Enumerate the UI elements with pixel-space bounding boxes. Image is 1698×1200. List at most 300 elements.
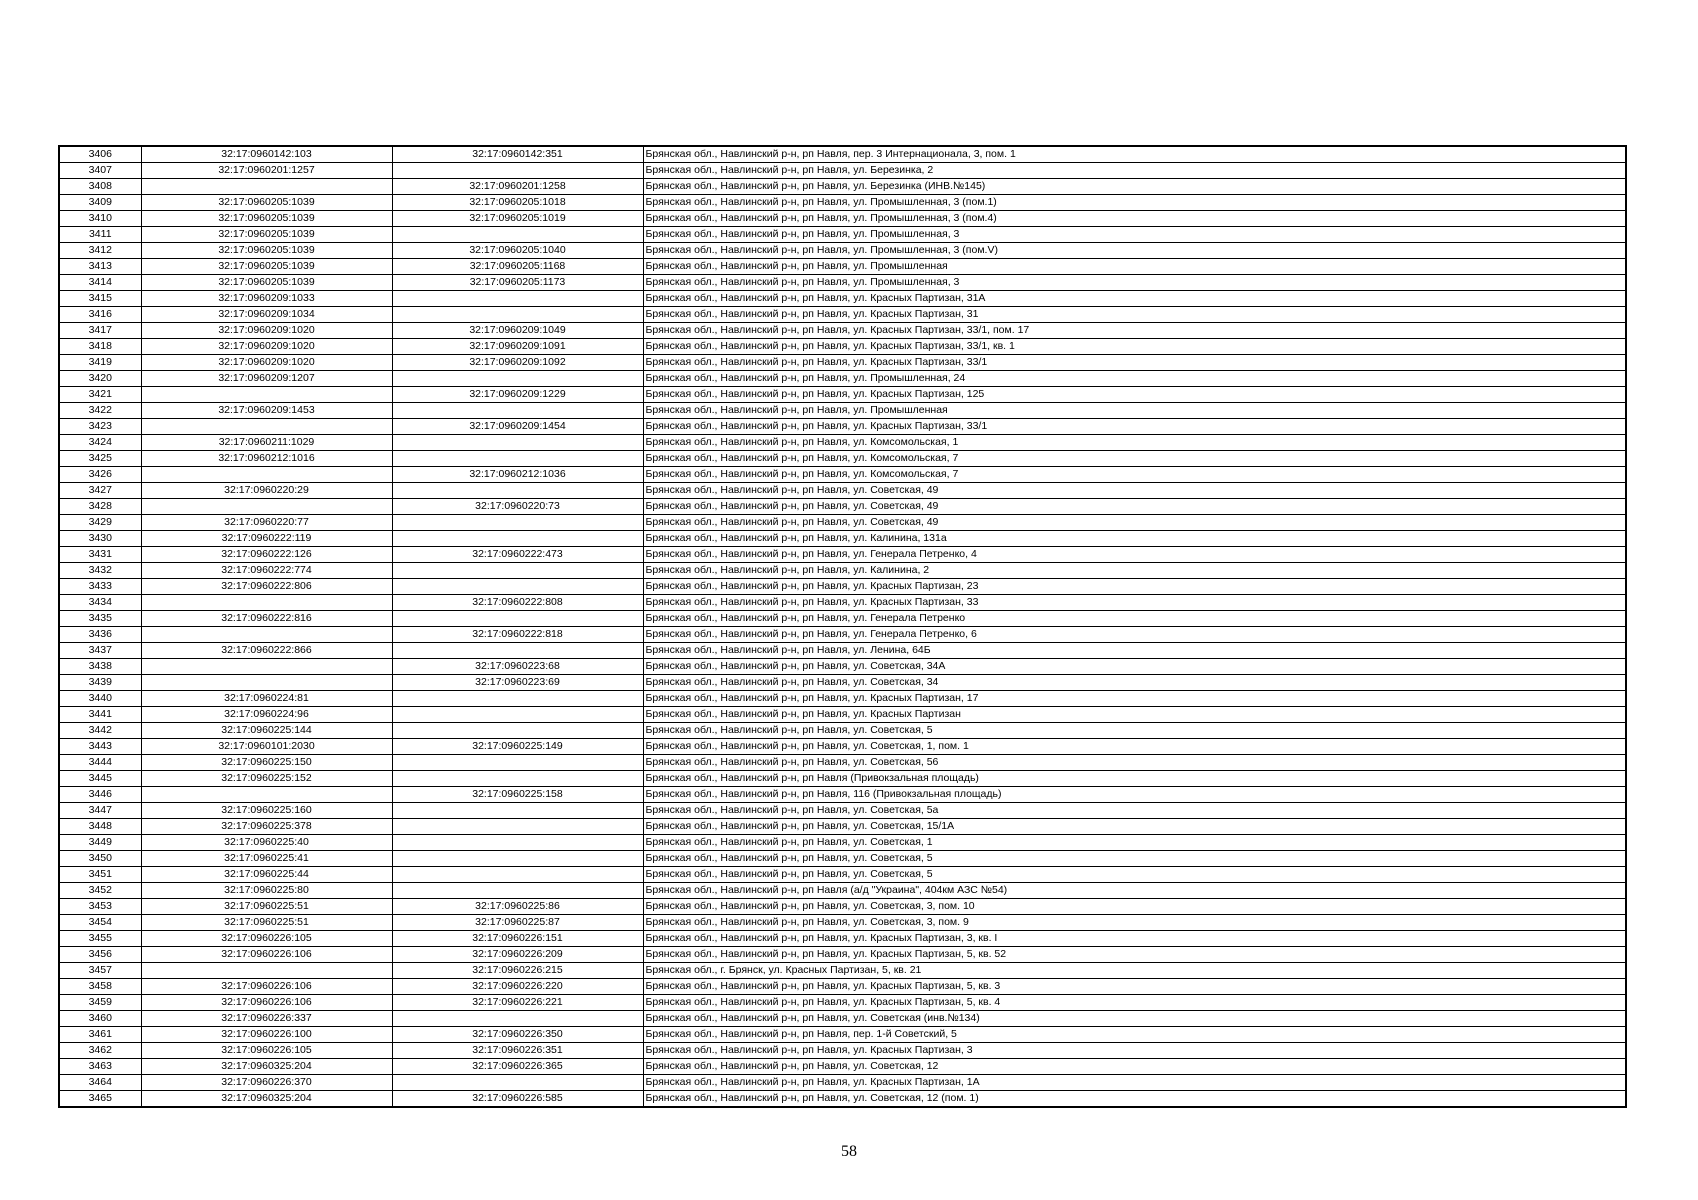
row-number-cell: 3439: [59, 675, 141, 691]
row-number-cell: 3458: [59, 979, 141, 995]
address-cell: Брянская обл., Навлинский р-н, рп Навля, ул. Промышленная: [643, 259, 1626, 275]
address-cell: Брянская обл., Навлинский р-н, рп Навля, ул. Промышленная, 24: [643, 371, 1626, 387]
address-cell: Брянская обл., Навлинский р-н, рп Навля, ул. Красных Партизан, 5, кв. 4: [643, 995, 1626, 1011]
address-cell: Брянская обл., Навлинский р-н, рп Навля, ул. Красных Партизан, 33: [643, 595, 1626, 611]
parcel-cadastral-number-cell: 32:17:0960226:105: [141, 931, 392, 947]
address-cell: Брянская обл., Навлинский р-н, рп Навля, пер. 1-й Советский, 5: [643, 1027, 1626, 1043]
object-cadastral-number-cell: 32:17:0960222:473: [392, 547, 643, 563]
table-row: [59, 146, 1626, 163]
row-number-cell: 3437: [59, 643, 141, 659]
object-cadastral-number-cell: [392, 643, 643, 659]
table-row: [59, 899, 1626, 915]
parcel-cadastral-number-cell: 32:17:0960222:806: [141, 579, 392, 595]
address-cell: Брянская обл., Навлинский р-н, рп Навля, ул. Генерала Петренко, 6: [643, 627, 1626, 643]
object-cadastral-number-cell: 32:17:0960223:68: [392, 659, 643, 675]
parcel-cadastral-number-cell: 32:17:0960222:816: [141, 611, 392, 627]
object-cadastral-number-cell: [392, 227, 643, 243]
object-cadastral-number-cell: [392, 291, 643, 307]
parcel-cadastral-number-cell: 32:17:0960226:337: [141, 1011, 392, 1027]
address-cell: Брянская обл., Навлинский р-н, рп Навля, ул. Промышленная, 3: [643, 227, 1626, 243]
row-number-cell: 3464: [59, 1075, 141, 1091]
registry-table-body: [59, 146, 1626, 1107]
row-number-cell: 3460: [59, 1011, 141, 1027]
table-row: [59, 547, 1626, 563]
address-cell: Брянская обл., Навлинский р-н, рп Навля, ул. Советская, 34А: [643, 659, 1626, 675]
table-row: [59, 243, 1626, 259]
parcel-cadastral-number-cell: [141, 963, 392, 979]
table-row: [59, 931, 1626, 947]
parcel-cadastral-number-cell: [141, 467, 392, 483]
row-number-cell: 3436: [59, 627, 141, 643]
object-cadastral-number-cell: 32:17:0960205:1168: [392, 259, 643, 275]
object-cadastral-number-cell: 32:17:0960209:1049: [392, 323, 643, 339]
object-cadastral-number-cell: 32:17:0960209:1091: [392, 339, 643, 355]
object-cadastral-number-cell: [392, 723, 643, 739]
parcel-cadastral-number-cell: [141, 499, 392, 515]
parcel-cadastral-number-cell: 32:17:0960225:152: [141, 771, 392, 787]
row-number-cell: 3414: [59, 275, 141, 291]
parcel-cadastral-number-cell: 32:17:0960225:41: [141, 851, 392, 867]
table-row: [59, 1091, 1626, 1108]
parcel-cadastral-number-cell: 32:17:0960142:103: [141, 146, 392, 163]
parcel-cadastral-number-cell: 32:17:0960226:370: [141, 1075, 392, 1091]
parcel-cadastral-number-cell: 32:17:0960225:378: [141, 819, 392, 835]
object-cadastral-number-cell: [392, 691, 643, 707]
object-cadastral-number-cell: 32:17:0960220:73: [392, 499, 643, 515]
row-number-cell: 3408: [59, 179, 141, 195]
parcel-cadastral-number-cell: [141, 627, 392, 643]
address-cell: Брянская обл., Навлинский р-н, рп Навля, ул. Красных Партизан, 33/1, пом. 17: [643, 323, 1626, 339]
table-row: [59, 579, 1626, 595]
table-row: [59, 339, 1626, 355]
parcel-cadastral-number-cell: 32:17:0960225:44: [141, 867, 392, 883]
address-cell: Брянская обл., Навлинский р-н, рп Навля, ул. Советская, 3, пом. 10: [643, 899, 1626, 915]
row-number-cell: 3406: [59, 146, 141, 163]
table-row: [59, 275, 1626, 291]
address-cell: Брянская обл., Навлинский р-н, рп Навля, ул. Генерала Петренко: [643, 611, 1626, 627]
address-cell: Брянская обл., Навлинский р-н, рп Навля, ул. Советская, 5: [643, 867, 1626, 883]
row-number-cell: 3435: [59, 611, 141, 627]
parcel-cadastral-number-cell: 32:17:0960220:77: [141, 515, 392, 531]
registry-table: [58, 145, 1627, 1108]
table-row: [59, 195, 1626, 211]
object-cadastral-number-cell: 32:17:0960212:1036: [392, 467, 643, 483]
parcel-cadastral-number-cell: 32:17:0960225:80: [141, 883, 392, 899]
parcel-cadastral-number-cell: 32:17:0960220:29: [141, 483, 392, 499]
row-number-cell: 3446: [59, 787, 141, 803]
row-number-cell: 3453: [59, 899, 141, 915]
object-cadastral-number-cell: [392, 451, 643, 467]
row-number-cell: 3462: [59, 1043, 141, 1059]
object-cadastral-number-cell: [392, 563, 643, 579]
row-number-cell: 3449: [59, 835, 141, 851]
object-cadastral-number-cell: 32:17:0960225:87: [392, 915, 643, 931]
parcel-cadastral-number-cell: 32:17:0960225:40: [141, 835, 392, 851]
table-row: [59, 515, 1626, 531]
row-number-cell: 3428: [59, 499, 141, 515]
object-cadastral-number-cell: 32:17:0960226:209: [392, 947, 643, 963]
parcel-cadastral-number-cell: [141, 179, 392, 195]
parcel-cadastral-number-cell: 32:17:0960325:204: [141, 1059, 392, 1075]
object-cadastral-number-cell: [392, 803, 643, 819]
parcel-cadastral-number-cell: 32:17:0960205:1039: [141, 259, 392, 275]
row-number-cell: 3409: [59, 195, 141, 211]
parcel-cadastral-number-cell: 32:17:0960222:126: [141, 547, 392, 563]
row-number-cell: 3434: [59, 595, 141, 611]
address-cell: Брянская обл., Навлинский р-н, рп Навля, ул. Красных Партизан: [643, 707, 1626, 723]
row-number-cell: 3423: [59, 419, 141, 435]
parcel-cadastral-number-cell: 32:17:0960205:1039: [141, 227, 392, 243]
table-row: [59, 163, 1626, 179]
table-row: [59, 723, 1626, 739]
address-cell: Брянская обл., Навлинский р-н, рп Навля, ул. Советская, 56: [643, 755, 1626, 771]
table-row: [59, 627, 1626, 643]
row-number-cell: 3456: [59, 947, 141, 963]
row-number-cell: 3419: [59, 355, 141, 371]
parcel-cadastral-number-cell: 32:17:0960209:1020: [141, 355, 392, 371]
table-row: [59, 387, 1626, 403]
address-cell: Брянская обл., Навлинский р-н, рп Навля, ул. Советская, 49: [643, 499, 1626, 515]
parcel-cadastral-number-cell: [141, 659, 392, 675]
row-number-cell: 3454: [59, 915, 141, 931]
object-cadastral-number-cell: [392, 579, 643, 595]
address-cell: Брянская обл., Навлинский р-н, рп Навля, ул. Красных Партизан, 33/1, кв. 1: [643, 339, 1626, 355]
parcel-cadastral-number-cell: 32:17:0960101:2030: [141, 739, 392, 755]
row-number-cell: 3431: [59, 547, 141, 563]
row-number-cell: 3422: [59, 403, 141, 419]
parcel-cadastral-number-cell: 32:17:0960224:96: [141, 707, 392, 723]
table-row: [59, 643, 1626, 659]
row-number-cell: 3450: [59, 851, 141, 867]
address-cell: Брянская обл., Навлинский р-н, рп Навля, ул. Комсомольская, 7: [643, 467, 1626, 483]
address-cell: Брянская обл., Навлинский р-н, рп Навля (а/д "Украина", 404км АЗС №54): [643, 883, 1626, 899]
parcel-cadastral-number-cell: 32:17:0960226:106: [141, 995, 392, 1011]
row-number-cell: 3410: [59, 211, 141, 227]
object-cadastral-number-cell: 32:17:0960226:351: [392, 1043, 643, 1059]
parcel-cadastral-number-cell: 32:17:0960224:81: [141, 691, 392, 707]
table-row: [59, 1027, 1626, 1043]
address-cell: Брянская обл., Навлинский р-н, рп Навля, ул. Советская, 5: [643, 723, 1626, 739]
row-number-cell: 3441: [59, 707, 141, 723]
object-cadastral-number-cell: 32:17:0960205:1018: [392, 195, 643, 211]
address-cell: Брянская обл., Навлинский р-н, рп Навля, ул. Красных Партизан, 5, кв. 3: [643, 979, 1626, 995]
object-cadastral-number-cell: [392, 1011, 643, 1027]
object-cadastral-number-cell: 32:17:0960225:158: [392, 787, 643, 803]
row-number-cell: 3411: [59, 227, 141, 243]
table-row: [59, 883, 1626, 899]
object-cadastral-number-cell: [392, 867, 643, 883]
address-cell: Брянская обл., Навлинский р-н, рп Навля, ул. Советская, 49: [643, 515, 1626, 531]
table-row: [59, 963, 1626, 979]
address-cell: Брянская обл., Навлинский р-н, рп Навля, ул. Красных Партизан, 31А: [643, 291, 1626, 307]
address-cell: Брянская обл., Навлинский р-н, рп Навля, ул. Генерала Петренко, 4: [643, 547, 1626, 563]
object-cadastral-number-cell: 32:17:0960226:221: [392, 995, 643, 1011]
row-number-cell: 3421: [59, 387, 141, 403]
row-number-cell: 3457: [59, 963, 141, 979]
table-row: [59, 307, 1626, 323]
address-cell: Брянская обл., Навлинский р-н, рп Навля, ул. Промышленная, 3: [643, 275, 1626, 291]
object-cadastral-number-cell: [392, 771, 643, 787]
object-cadastral-number-cell: [392, 403, 643, 419]
row-number-cell: 3418: [59, 339, 141, 355]
row-number-cell: 3417: [59, 323, 141, 339]
row-number-cell: 3420: [59, 371, 141, 387]
object-cadastral-number-cell: [392, 755, 643, 771]
address-cell: Брянская обл., г. Брянск, ул. Красных Партизан, 5, кв. 21: [643, 963, 1626, 979]
parcel-cadastral-number-cell: 32:17:0960225:144: [141, 723, 392, 739]
table-row: [59, 403, 1626, 419]
address-cell: Брянская обл., Навлинский р-н, рп Навля, ул. Красных Партизан, 3: [643, 1043, 1626, 1059]
table-row: [59, 371, 1626, 387]
table-row: [59, 835, 1626, 851]
table-row: [59, 995, 1626, 1011]
page-number: 58: [841, 1143, 857, 1160]
address-cell: Брянская обл., Навлинский р-н, рп Навля, ул. Советская, 1, пом. 1: [643, 739, 1626, 755]
table-row: [59, 211, 1626, 227]
parcel-cadastral-number-cell: 32:17:0960205:1039: [141, 243, 392, 259]
address-cell: Брянская обл., Навлинский р-н, рп Навля, ул. Советская (инв.№134): [643, 1011, 1626, 1027]
parcel-cadastral-number-cell: 32:17:0960226:106: [141, 979, 392, 995]
address-cell: Брянская обл., Навлинский р-н, рп Навля, ул. Красных Партизан, 33/1: [643, 355, 1626, 371]
object-cadastral-number-cell: [392, 819, 643, 835]
row-number-cell: 3416: [59, 307, 141, 323]
row-number-cell: 3425: [59, 451, 141, 467]
row-number-cell: 3445: [59, 771, 141, 787]
address-cell: Брянская обл., Навлинский р-н, рп Навля, ул. Советская, 5а: [643, 803, 1626, 819]
object-cadastral-number-cell: 32:17:0960142:351: [392, 146, 643, 163]
table-row: [59, 851, 1626, 867]
parcel-cadastral-number-cell: [141, 595, 392, 611]
row-number-cell: 3443: [59, 739, 141, 755]
parcel-cadastral-number-cell: 32:17:0960226:105: [141, 1043, 392, 1059]
object-cadastral-number-cell: 32:17:0960226:151: [392, 931, 643, 947]
address-cell: Брянская обл., Навлинский р-н, рп Навля, ул. Березинка, 2: [643, 163, 1626, 179]
address-cell: Брянская обл., Навлинский р-н, рп Навля, ул. Промышленная, 3 (пом.1): [643, 195, 1626, 211]
row-number-cell: 3429: [59, 515, 141, 531]
table-row: [59, 595, 1626, 611]
row-number-cell: 3438: [59, 659, 141, 675]
table-row: [59, 947, 1626, 963]
object-cadastral-number-cell: 32:17:0960222:818: [392, 627, 643, 643]
parcel-cadastral-number-cell: 32:17:0960201:1257: [141, 163, 392, 179]
address-cell: Брянская обл., Навлинский р-н, рп Навля, ул. Советская, 49: [643, 483, 1626, 499]
address-cell: Брянская обл., Навлинский р-н, рп Навля, ул. Калинина, 2: [643, 563, 1626, 579]
address-cell: Брянская обл., Навлинский р-н, рп Навля, ул. Ленина, 64Б: [643, 643, 1626, 659]
parcel-cadastral-number-cell: [141, 419, 392, 435]
parcel-cadastral-number-cell: 32:17:0960325:204: [141, 1091, 392, 1108]
address-cell: Брянская обл., Навлинский р-н, рп Навля, ул. Советская, 12: [643, 1059, 1626, 1075]
row-number-cell: 3448: [59, 819, 141, 835]
address-cell: Брянская обл., Навлинский р-н, рп Навля, ул. Красных Партизан, 23: [643, 579, 1626, 595]
table-row: [59, 419, 1626, 435]
row-number-cell: 3455: [59, 931, 141, 947]
row-number-cell: 3452: [59, 883, 141, 899]
row-number-cell: 3461: [59, 1027, 141, 1043]
parcel-cadastral-number-cell: 32:17:0960209:1207: [141, 371, 392, 387]
parcel-cadastral-number-cell: [141, 387, 392, 403]
parcel-cadastral-number-cell: 32:17:0960205:1039: [141, 275, 392, 291]
table-row: [59, 803, 1626, 819]
address-cell: Брянская обл., Навлинский р-н, рп Навля, ул. Красных Партизан, 5, кв. 52: [643, 947, 1626, 963]
parcel-cadastral-number-cell: [141, 675, 392, 691]
address-cell: Брянская обл., Навлинский р-н, рп Навля, ул. Калинина, 131а: [643, 531, 1626, 547]
table-row: [59, 563, 1626, 579]
table-row: [59, 179, 1626, 195]
parcel-cadastral-number-cell: 32:17:0960209:1033: [141, 291, 392, 307]
table-row: [59, 771, 1626, 787]
object-cadastral-number-cell: 32:17:0960205:1173: [392, 275, 643, 291]
address-cell: Брянская обл., Навлинский р-н, рп Навля, ул. Красных Партизан, 3, кв. I: [643, 931, 1626, 947]
table-row: [59, 819, 1626, 835]
object-cadastral-number-cell: 32:17:0960201:1258: [392, 179, 643, 195]
address-cell: Брянская обл., Навлинский р-н, рп Навля, ул. Советская, 15/1А: [643, 819, 1626, 835]
address-cell: Брянская обл., Навлинский р-н, рп Навля, ул. Красных Партизан, 17: [643, 691, 1626, 707]
row-number-cell: 3426: [59, 467, 141, 483]
address-cell: Брянская обл., Навлинский р-н, рп Навля (Привокзальная площадь): [643, 771, 1626, 787]
object-cadastral-number-cell: 32:17:0960226:365: [392, 1059, 643, 1075]
address-cell: Брянская обл., Навлинский р-н, рп Навля, 116 (Привокзальная площадь): [643, 787, 1626, 803]
parcel-cadastral-number-cell: 32:17:0960209:1020: [141, 323, 392, 339]
object-cadastral-number-cell: 32:17:0960225:149: [392, 739, 643, 755]
table-row: [59, 323, 1626, 339]
parcel-cadastral-number-cell: 32:17:0960209:1453: [141, 403, 392, 419]
address-cell: Брянская обл., Навлинский р-н, рп Навля, ул. Промышленная: [643, 403, 1626, 419]
address-cell: Брянская обл., Навлинский р-н, рп Навля, пер. 3 Интернационала, 3, пом. 1: [643, 146, 1626, 163]
object-cadastral-number-cell: 32:17:0960226:585: [392, 1091, 643, 1108]
row-number-cell: 3430: [59, 531, 141, 547]
object-cadastral-number-cell: [392, 515, 643, 531]
parcel-cadastral-number-cell: 32:17:0960225:51: [141, 899, 392, 915]
row-number-cell: 3444: [59, 755, 141, 771]
object-cadastral-number-cell: 32:17:0960226:215: [392, 963, 643, 979]
row-number-cell: 3447: [59, 803, 141, 819]
object-cadastral-number-cell: 32:17:0960209:1092: [392, 355, 643, 371]
table-row: [59, 707, 1626, 723]
row-number-cell: 3412: [59, 243, 141, 259]
object-cadastral-number-cell: 32:17:0960222:808: [392, 595, 643, 611]
table-row: [59, 291, 1626, 307]
address-cell: Брянская обл., Навлинский р-н, рп Навля, ул. Промышленная, 3 (пом.V): [643, 243, 1626, 259]
table-row: [59, 259, 1626, 275]
object-cadastral-number-cell: [392, 1075, 643, 1091]
table-row: [59, 467, 1626, 483]
row-number-cell: 3451: [59, 867, 141, 883]
table-row: [59, 499, 1626, 515]
table-row: [59, 227, 1626, 243]
table-row: [59, 659, 1626, 675]
parcel-cadastral-number-cell: 32:17:0960225:51: [141, 915, 392, 931]
table-row: [59, 435, 1626, 451]
parcel-cadastral-number-cell: [141, 787, 392, 803]
table-row: [59, 675, 1626, 691]
parcel-cadastral-number-cell: 32:17:0960205:1039: [141, 211, 392, 227]
parcel-cadastral-number-cell: 32:17:0960211:1029: [141, 435, 392, 451]
table-row: [59, 483, 1626, 499]
parcel-cadastral-number-cell: 32:17:0960222:119: [141, 531, 392, 547]
parcel-cadastral-number-cell: 32:17:0960226:100: [141, 1027, 392, 1043]
object-cadastral-number-cell: [392, 483, 643, 499]
table-row: [59, 739, 1626, 755]
row-number-cell: 3433: [59, 579, 141, 595]
row-number-cell: 3459: [59, 995, 141, 1011]
address-cell: Брянская обл., Навлинский р-н, рп Навля, ул. Красных Партизан, 31: [643, 307, 1626, 323]
row-number-cell: 3427: [59, 483, 141, 499]
parcel-cadastral-number-cell: 32:17:0960225:160: [141, 803, 392, 819]
object-cadastral-number-cell: 32:17:0960223:69: [392, 675, 643, 691]
object-cadastral-number-cell: 32:17:0960226:220: [392, 979, 643, 995]
object-cadastral-number-cell: 32:17:0960226:350: [392, 1027, 643, 1043]
table-row: [59, 979, 1626, 995]
table-row: [59, 867, 1626, 883]
table-row: [59, 787, 1626, 803]
table-row: [59, 1075, 1626, 1091]
row-number-cell: 3442: [59, 723, 141, 739]
object-cadastral-number-cell: [392, 883, 643, 899]
row-number-cell: 3432: [59, 563, 141, 579]
address-cell: Брянская обл., Навлинский р-н, рп Навля, ул. Березинка (ИНВ.№145): [643, 179, 1626, 195]
parcel-cadastral-number-cell: 32:17:0960225:150: [141, 755, 392, 771]
address-cell: Брянская обл., Навлинский р-н, рп Навля, ул. Комсомольская, 7: [643, 451, 1626, 467]
object-cadastral-number-cell: 32:17:0960205:1040: [392, 243, 643, 259]
object-cadastral-number-cell: [392, 851, 643, 867]
object-cadastral-number-cell: 32:17:0960205:1019: [392, 211, 643, 227]
address-cell: Брянская обл., Навлинский р-н, рп Навля, ул. Советская, 3, пом. 9: [643, 915, 1626, 931]
table-row: [59, 915, 1626, 931]
row-number-cell: 3465: [59, 1091, 141, 1108]
table-row: [59, 691, 1626, 707]
table-row: [59, 755, 1626, 771]
table-row: [59, 355, 1626, 371]
object-cadastral-number-cell: [392, 707, 643, 723]
parcel-cadastral-number-cell: 32:17:0960222:866: [141, 643, 392, 659]
table-row: [59, 1011, 1626, 1027]
address-cell: Брянская обл., Навлинский р-н, рп Навля, ул. Красных Партизан, 125: [643, 387, 1626, 403]
table-row: [59, 451, 1626, 467]
object-cadastral-number-cell: [392, 531, 643, 547]
table-row: [59, 531, 1626, 547]
parcel-cadastral-number-cell: 32:17:0960209:1034: [141, 307, 392, 323]
object-cadastral-number-cell: [392, 371, 643, 387]
address-cell: Брянская обл., Навлинский р-н, рп Навля, ул. Советская, 34: [643, 675, 1626, 691]
table-row: [59, 1043, 1626, 1059]
object-cadastral-number-cell: [392, 435, 643, 451]
address-cell: Брянская обл., Навлинский р-н, рп Навля, ул. Советская, 5: [643, 851, 1626, 867]
row-number-cell: 3407: [59, 163, 141, 179]
row-number-cell: 3440: [59, 691, 141, 707]
parcel-cadastral-number-cell: 32:17:0960209:1020: [141, 339, 392, 355]
object-cadastral-number-cell: 32:17:0960209:1229: [392, 387, 643, 403]
table-row: [59, 611, 1626, 627]
object-cadastral-number-cell: [392, 835, 643, 851]
object-cadastral-number-cell: 32:17:0960209:1454: [392, 419, 643, 435]
address-cell: Брянская обл., Навлинский р-н, рп Навля, ул. Советская, 1: [643, 835, 1626, 851]
address-cell: Брянская обл., Навлинский р-н, рп Навля, ул. Промышленная, 3 (пом.4): [643, 211, 1626, 227]
address-cell: Брянская обл., Навлинский р-н, рп Навля, ул. Красных Партизан, 1А: [643, 1075, 1626, 1091]
object-cadastral-number-cell: 32:17:0960225:86: [392, 899, 643, 915]
table-row: [59, 1059, 1626, 1075]
row-number-cell: 3413: [59, 259, 141, 275]
parcel-cadastral-number-cell: 32:17:0960212:1016: [141, 451, 392, 467]
object-cadastral-number-cell: [392, 611, 643, 627]
parcel-cadastral-number-cell: 32:17:0960226:106: [141, 947, 392, 963]
address-cell: Брянская обл., Навлинский р-н, рп Навля, ул. Красных Партизан, 33/1: [643, 419, 1626, 435]
row-number-cell: 3424: [59, 435, 141, 451]
row-number-cell: 3415: [59, 291, 141, 307]
address-cell: Брянская обл., Навлинский р-н, рп Навля, ул. Комсомольская, 1: [643, 435, 1626, 451]
address-cell: Брянская обл., Навлинский р-н, рп Навля, ул. Советская, 12 (пом. 1): [643, 1091, 1626, 1108]
object-cadastral-number-cell: [392, 307, 643, 323]
object-cadastral-number-cell: [392, 163, 643, 179]
